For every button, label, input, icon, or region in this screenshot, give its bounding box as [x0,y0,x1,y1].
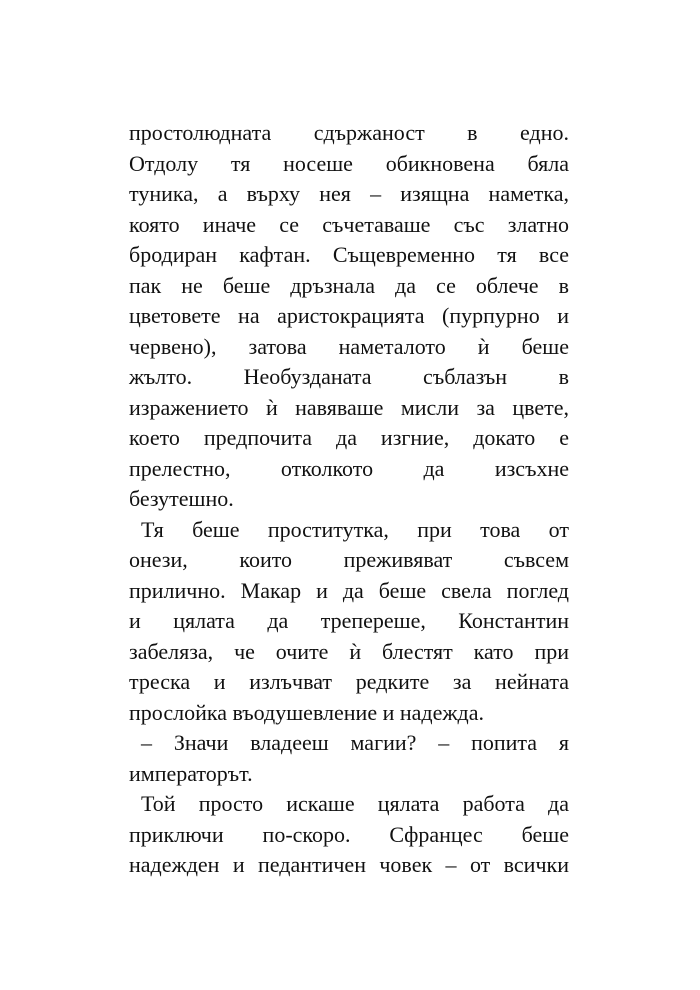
book-page-text [129,118,569,881]
text-line: Отдолу тя носеше обикновена бяла [129,150,569,176]
text-line: онези, които преживяват съвсем [129,547,569,572]
text-line: надежден и педантичен човек – от всички [129,852,569,877]
text-line: изражението ѝ навяваше мисли за цвете, [129,394,569,420]
text-line: прелестно, отколкото да изсъхне [129,455,569,481]
text-line: червено), затова наметалото ѝ беше [129,333,569,359]
paragraph-3-dialogue [129,728,569,789]
text-line: бродиран кафтан. Същевременно тя все [129,242,569,267]
text-line: пак не беше дръзнала да се облече в [129,272,569,298]
text-line: простолюдната сдържаност в едно. [129,120,569,145]
text-line: треска и излъчват редките за нейната [129,669,569,694]
text-line: и цялата да трепереше, Константин [129,608,569,633]
paragraph-4 [129,789,569,881]
text-line: Тя беше проститутка, при това от [141,516,569,542]
text-line: забеляза, че очите ѝ блестят като при [129,638,569,664]
text-line: императорът. [129,760,253,786]
text-line: цветовете на аристокрацията (пурпурно и [129,303,569,328]
paragraph-1 [129,118,569,515]
text-line: безутешно. [129,486,234,511]
text-line: която иначе се съчетаваше със златно [129,211,569,237]
text-line: – Значи владееш магии? – попита я [141,730,569,755]
text-line: Той просто искаше цялата работа да [141,791,569,816]
text-line: което предпочита да изгние, докато е [129,425,569,450]
text-line: прилично. Макар и да беше свела поглед [129,577,569,603]
paragraph-2 [129,515,569,729]
text-line: жълто. Необузданата съблазън в [129,364,569,389]
text-line: туника, а върху нея – изящна наметка, [129,181,569,206]
text-line: приключи по-скоро. Сфранцес беше [129,821,569,847]
text-line: прослойка въодушевление и надежда. [129,699,485,725]
